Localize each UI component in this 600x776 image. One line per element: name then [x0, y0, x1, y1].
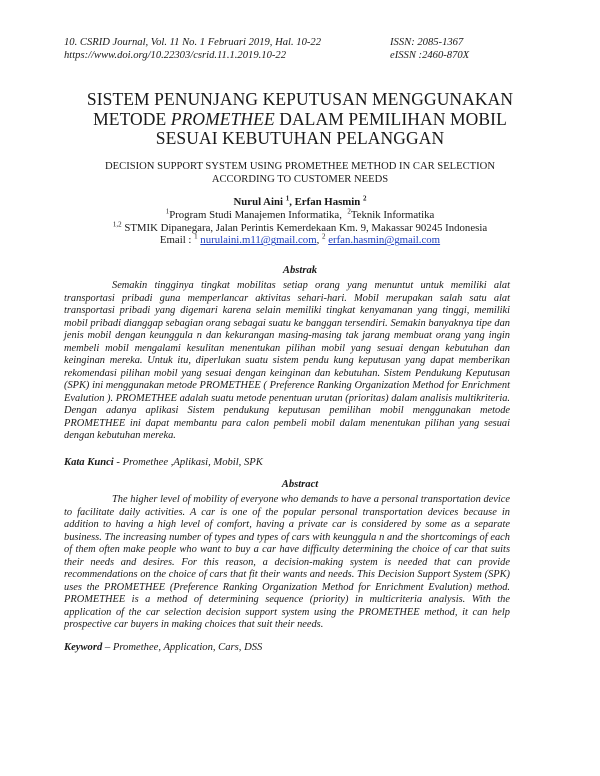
abstract-heading: Abstract: [281, 479, 319, 490]
email-link-2[interactable]: erfan.hasmin@gmail.com: [328, 234, 441, 247]
title-line-3: SESUAI KEBUTUHAN PELANGGAN: [155, 128, 445, 148]
issn: ISSN: 2085-1367: [390, 37, 464, 48]
abstract-body: The higher level of mobility of everyone who demands to have a personal transportation device to facilitate daily activities. A car is one of the popular personal transportation devices because in addition to having a high level of comfort, having a private car is considered by some as a separate business. The increasing number of types and types of cars with keunggula n and the shortcomings of each of them often make people who want to buy a car have difficulty determining the choice of car that suits their needs and desires. For this reason, a decision-making system is needed that can provide recommendations on the choice of cars that fit their wants and needs. This Decision Support System (SPK) uses the PROMETHEE (Preference Ranking Organization Method for Enrichment Evalution) method. PROMETHEE is a method of determining sequence (priority) in multicriteria analysis. With the application of the car selection decision support system using the PROMETHEE method, it can help prospective car buyers in making choices that suit their needs.: [64, 494, 510, 630]
title-line-1: SISTEM PENUNJANG KEPUTUSAN MENGGUNAKAN: [86, 89, 514, 109]
author-block: [60, 196, 540, 247]
keywords: Keyword – Promethee, Application, Cars, DSS: [64, 642, 263, 653]
paper-title: [40, 90, 560, 149]
english-title: DECISION SUPPORT SYSTEM USING PROMETHEE METHOD IN CAR SELECTION ACCORDING TO CUSTOMER NEEDS: [105, 161, 495, 185]
abstrak-heading: Abstrak: [282, 265, 318, 276]
affiliations: $^1$Program Studi Manajemen Informatika, $^2$Teknik Informatika: [165, 207, 435, 221]
journal-citation: 10. CSRID Journal, Vol. 11 No. 1 Februari 2019, Hal. 10-22: [64, 37, 321, 48]
institution: $^{1,2}$ STMIK Dipanegara, Jalan Perintis Kemerdekaan Km. 9, Makassar 90245 Indonesia: [112, 220, 488, 234]
email-line: Email : $^1$ nurulaini.m11@gmail.com, $^2$ erfan.hasmin@gmail.com: [159, 232, 441, 247]
running-header: [64, 36, 510, 62]
doi-link[interactable]: https://www.doi.org/10.22303/csrid.11.1.2019.10-22: [64, 50, 286, 61]
author-names: Nurul Aini $^1$, Erfan Hasmin $^2$: [233, 194, 367, 208]
abstrak-body: Semakin tingginya tingkat mobilitas setiap orang yang menuntut untuk memiliki alat transportasi pribadi guna memperlancar aktivitas sehari-hari. Mobil merupakan salah satu alat transportasi pribadi yang digemari karena selain memiliki tingkat kenyamanan yang tinggi, memiliki mobil pribadi dianggap sebagian orang sebagai suatu ke banggan tersendiri. Semakin banyaknya tipe dan jenis mobil dengan keunggula n dan kekurangan masing-masing tak jarang membuat orang yang ingin membeli mobil mengalami kesulitan menentukan pilihan mobil yang sesuai dengan kebutuhan dan keinginan mereka. Untuk itu, diperlukan suatu sistem pendu kung keputusan yang dapat memberikan rekomendasi pilihan mobil yang sesuai dengan keinginan dan kebutuhan. Sistem Pendukung Keputusan (SPK) ini menggunakan metode PROMETHEE ( Preference Ranking Organization Method for Enrichment Evalution ). PROMETHEE adalah suatu metode penentuan urutan (prioritas) dalam analisis multikriteria. Dengan adanya aplikasi Sistem pendukung keputusan pemilihan mobil menggunakan metode PROMETHEE ini dapat membantu para calon pembeli mobil dalam menentukan pilihan yang sesuai dengan kebutuhan mereka.: [64, 280, 510, 441]
title-line-2: METODE PROMETHEE DALAM PEMILIHAN MOBIL: [93, 108, 507, 129]
kata-kunci: Kata Kunci - Promethee ,Aplikasi, Mobil, SPK: [64, 457, 263, 468]
email-link-1[interactable]: nurulaini.m11@gmail.com: [200, 234, 317, 247]
eissn: eISSN :2460-870X: [390, 50, 470, 61]
